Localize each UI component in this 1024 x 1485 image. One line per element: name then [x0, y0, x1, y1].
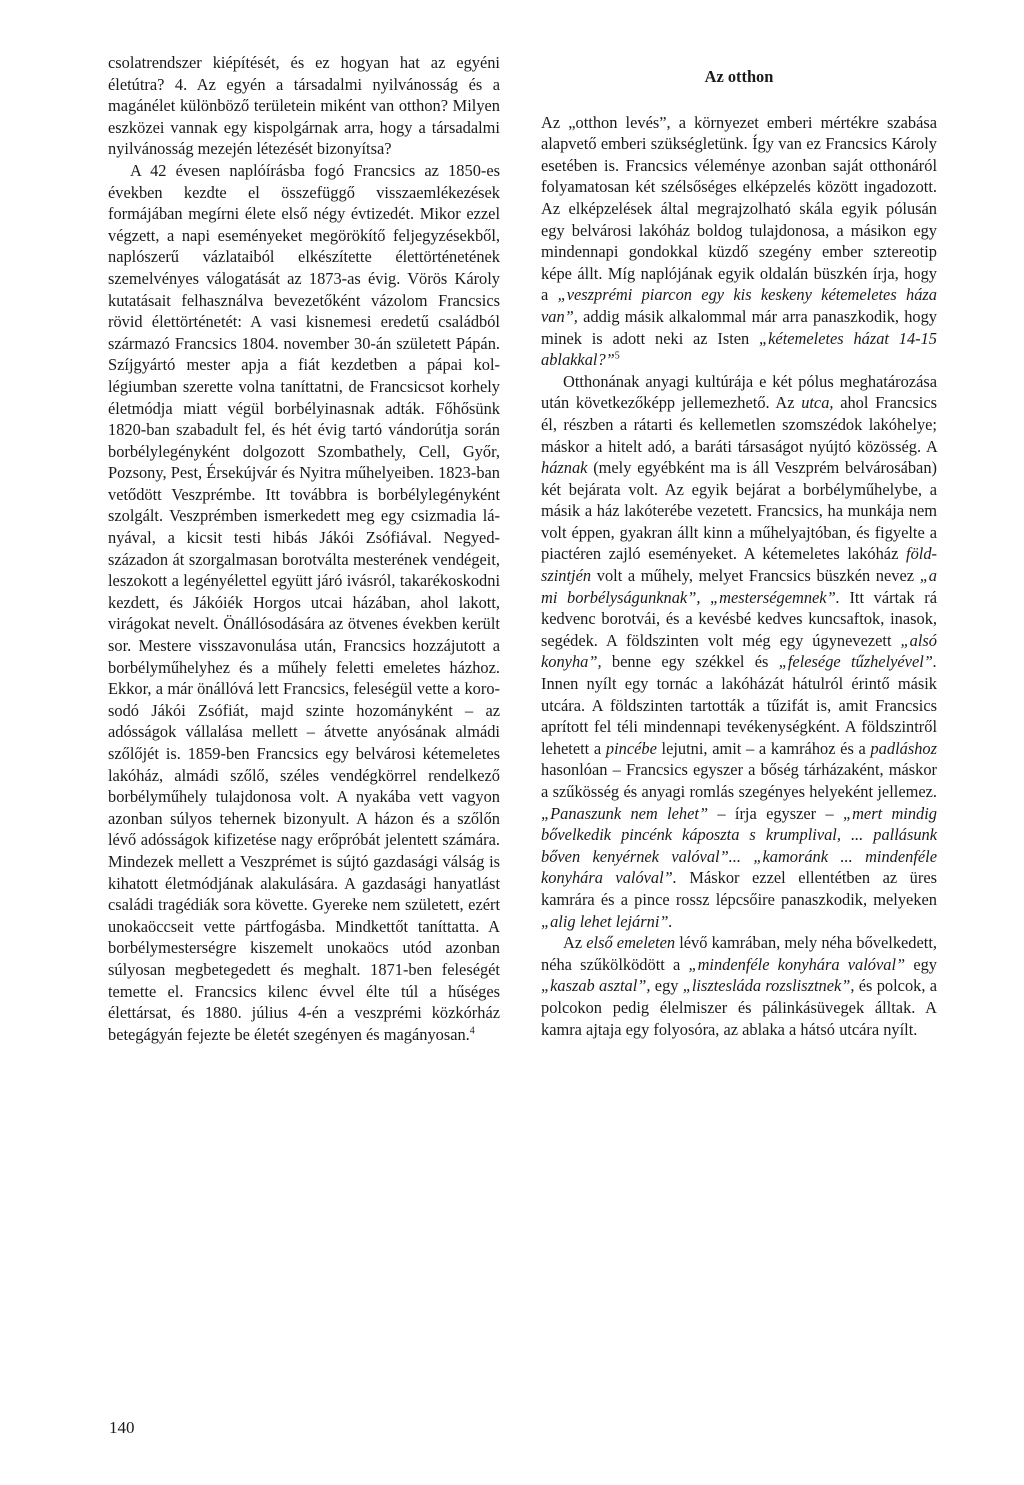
- text: volt a műhely, melyet Francsics büszkén nevez: [596, 566, 915, 586]
- text: Az „otthon levés”, a környezet emberi mértékre szabása alapvető emberi szükségletünk. Így van ez Francsics Károly esetében is. Francsics véleménye azonban saját otthonáról folyamatosan két szélsőséges elképzelés között ingadozott. Az elképzelések által megrajzolható skála egyik pólusán egy belvárosi lakóház boldog tulajdonosa, a másikon egy mindennapi gondokkal küzdő szegény ember sztereotip képe állt. Míg naplójának egyik oldalán büszkén írja, hogy a: [541, 112, 937, 305]
- text: (mely egyébként ma is áll Veszprém belvárosában) két bejárata volt. Az egyik bejárat a borbélyműhelybe, a másik a ház lakóterébe vezetett. Francsics, ha munkája nem volt éppen, gyakran állt kinn a műhelyajtóban, és figyelte a piactéren zajló eseményeket. A kétemeletes lakóház: [541, 458, 937, 564]
- section-heading: Az otthon: [704, 67, 774, 86]
- emphasis: pincébe: [605, 738, 657, 758]
- quote: „mindenféle konyhára valóval”: [688, 954, 906, 974]
- text: – írja egyszer –: [717, 803, 834, 823]
- text: lejutni, amit – a kamrához és a: [661, 738, 866, 758]
- quote: „veszprémi piarcon egy kis keskeny kétemeletes háza van”,: [541, 285, 937, 326]
- quote: „kétemeletes házat 14-15 ablakkal?”: [541, 328, 937, 370]
- paragraph: [541, 371, 937, 932]
- emphasis: földszintjén: [541, 544, 937, 586]
- quote: „felesége tűzhelyével”.: [778, 652, 937, 672]
- text: benne egy székkel és: [611, 652, 769, 672]
- footnote-ref: 5: [614, 350, 620, 362]
- left-column: [108, 52, 500, 1045]
- emphasis: padláshoz: [870, 738, 937, 758]
- text: Otthonának anyagi kultúrája e két pólus meghatározása után következőképp jellemezhető. Az: [541, 371, 937, 413]
- text: Innen nyílt egy tornác a lakóházát hátulról érintő másik utcára. A földszinten tartották a tűzifát is, amit Francsics aprított fel téli mindennapi tevékenységként. A földszintről lehetett a: [541, 674, 937, 758]
- paragraph: [108, 160, 500, 1045]
- quote: „a mi borbélyságunknak”, „mesterségemnek”.: [541, 566, 937, 607]
- quote: „Panaszunk nem lehet”: [541, 803, 709, 823]
- paragraph: csolatrendszer kiépítését, és ez hogyan hat az egyéni életútra? 4. Az egyén a társadalmi nyilvánosság és a magánélet különböző területein miként van otthon? Milyen eszközei vannak egy kispolgárnak arra, hogy a társadalmi nyilvánosság mezején létezését bizonyítsa?: [108, 53, 500, 159]
- emphasis: utca,: [801, 393, 834, 413]
- emphasis: háznak: [541, 458, 588, 478]
- text: Az: [563, 933, 583, 953]
- quote: „alsó konyha”,: [541, 630, 937, 672]
- text: Itt vártak rá kedvenc borotvái, és a kevésbé kedves kuncsaftok, inasok, segédek. A földszinten volt még egy úgynevezett: [541, 587, 937, 650]
- quote: „kaszab asztal”,: [541, 976, 651, 996]
- text: egy: [654, 976, 679, 996]
- text: Máskor ezzel ellentétben az üres kamrára és a pince rossz lépcsőire panaszkodik, melyeken: [541, 868, 937, 909]
- paragraph: [541, 112, 937, 371]
- quote: „mert mindig bővelkedik pincénk káposzta s krumplival, ... pallásunk bőven kenyérnek valóval”... „kamoránk ... mindenféle konyhára valóval”.: [541, 803, 937, 888]
- right-column: [541, 52, 937, 1040]
- page-number: 140: [109, 1418, 135, 1437]
- quote: „lisztesláda rozslisztnek”,: [682, 976, 855, 996]
- text: hasonlóan – Francsics egyszer a bőség tárházaként, máskor a szűkösség és anyagi romlás szegényes helyeként jellemez.: [541, 760, 937, 801]
- text: ahol Francsics él, részben a rátarti és kellemetlen szomszédok lakóhelye; máskor a hitelt adó, a baráti társaságot nyújtó közösség. A: [541, 393, 938, 456]
- paragraph-text: A 42 évesen naplóírásba fogó Francsics az 1850-es években kezdte el összefüggő visszaemlékezések formájában megírni élete első négy évtizedét. Mikor ezzel végzett, a napi eseményeket megörökítő feljegyzésekből, naplószerű vázlataiból elkészítette élettörténetének szemelvényes válogatását az 1873-as évig. Vörös Károly kutatásait felhasználva bevezetőként vázolom Francsics rövid élettörténetét: A vasi kisnemesi eredetű családból származó Francsics 1804. november 30-án született Pápán. Szíjgyártó mester apja a fiát kezdetben a pápai kollégiumban szerette volna taníttatni, de Francsicsot korhely életmódja miatt végül borbélyinasnak adták. Főhősünk 1820-ban szabadult fel, és hét évig tartó vándorútja során borbélylegényként dolgozott Szombathely, Cell, Győr, Pozsony, Pest, Érsekújvár és Nyitra műhelyeiben. 1823-ban vetődött Veszprémbe. Itt továbbra is borbélylegényként szolgált. Veszprémben ismerkedett meg egy csizmadia lányával, a kicsit testi hibás Jákói Zsófiával. Negyedszázadon át szorgalmasan borotválta mesterének vendégeit, leszokott a legényélettel együtt járó ivásról, takarékoskodni kezdett, és Jákóiék Horgos utcai házában, ahol lakott, virágokat nevelt. Önállósodására az ötvenes években került sor. Mestere visszavonulása után, Francsics hozzájutott a borbélyműhelyhez és a műhely feletti emeletes házhoz. Ekkor, a már önállóvá lett Francsics, feleségül vette a korosodó Jákói Zsófiát, majd szinte hozományként – az adósságok vállalása mellett – átvette anyósának almádi szőlőjét is. 1859-ben Francsics egy belvárosi kétemeletes lakóház, almádi szőlő, széles vendégkörrel rendelkező borbélyműhely tulajdonosa volt. A nyakába vett vagyon azonban súlyos tehernek bizonyult. A házon és a szőlőn lévő adósságok kifizetése nagy erőpróbát jelentett számára. Mindezek mellett a Veszprémet is sújtó gazdasági válság is kihatott életmódjának alakulására. A gazdasági hanyatlást családi tragédiák sora követte. Gyereke nem született, ezért unokaöccseit vette pártfogásba. Mindkettőt taníttatta. A borbélymesterségre kiszemelt unokaöcs utód azonban súlyosan megbetegedett és meghalt. 1871-ben feleségét temette el. Francsics kilenc évvel élte túl a hűséges élettársat, és 1880. július 4-én a veszprémi közkórház betegágyán fejezte be életét szegényen és magányosan.: [108, 160, 500, 1044]
- text: és polcok, a polcokon pedig élelmiszer és pálinkásüvegek álltak. A kamra ajtaja egy folyosóra, az ablaka a hátsó utcára nyílt.: [541, 976, 937, 1039]
- quote: „alig lehet lejárni”.: [541, 911, 673, 931]
- text: lévő kamrában, mely néha bővelkedett, néha szűkölködött a: [541, 933, 937, 974]
- text: addig másik alkalommal már arra panaszkodik, hogy minek is adott neki az Isten: [541, 306, 937, 348]
- footnote-ref: 4: [469, 1025, 475, 1037]
- paragraph: [541, 932, 937, 1040]
- text: egy: [913, 954, 937, 974]
- emphasis: első emeleten: [586, 933, 676, 953]
